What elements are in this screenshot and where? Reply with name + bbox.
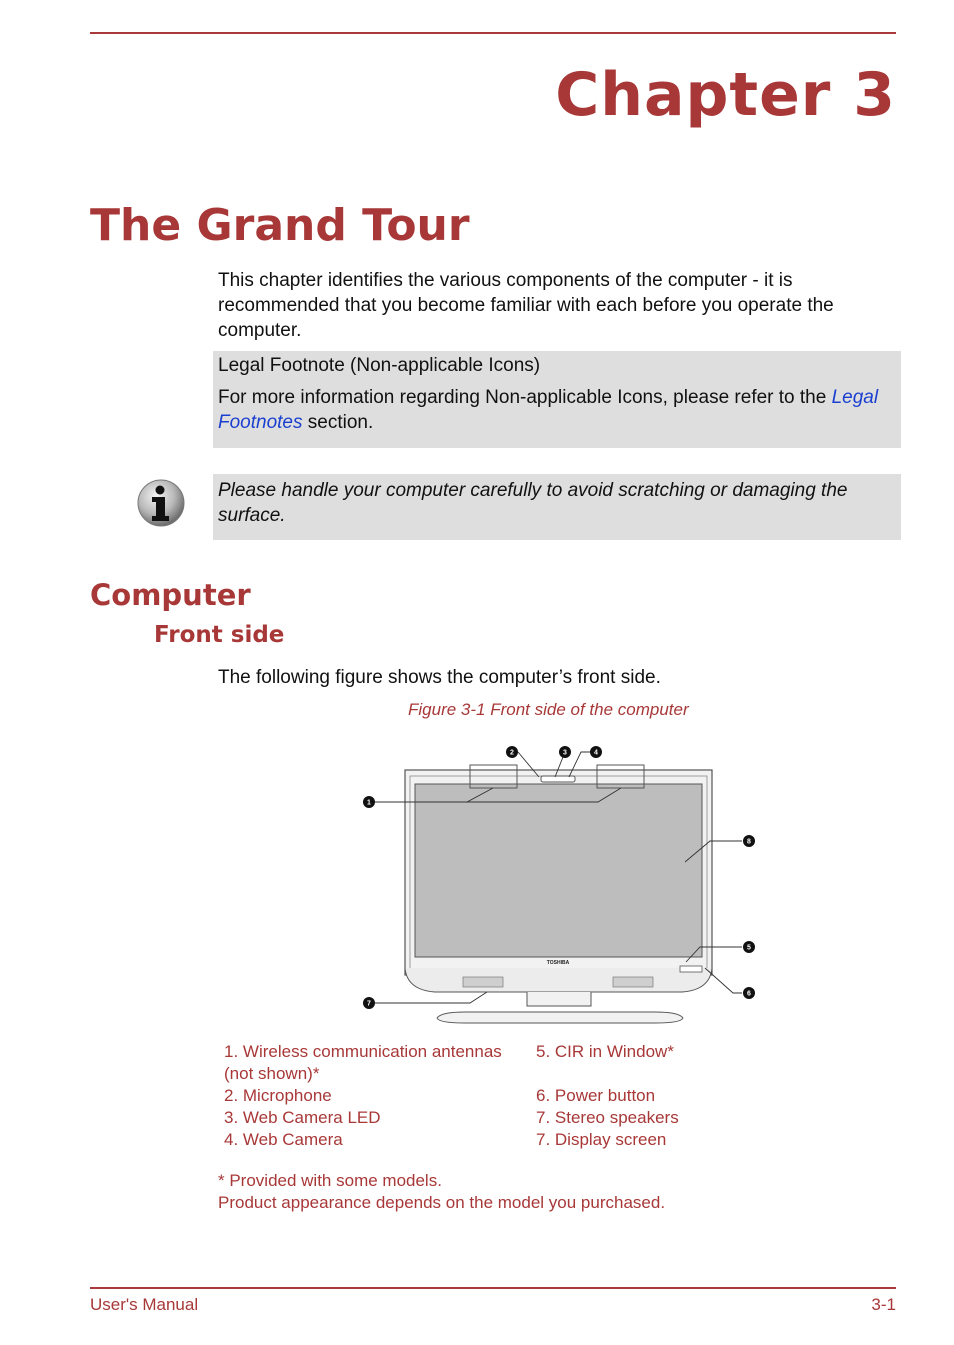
display-screen xyxy=(415,784,702,957)
stand-base xyxy=(437,1012,683,1023)
legend-item: (not shown)* xyxy=(224,1064,320,1083)
callout-3: 3 xyxy=(563,749,567,757)
legend-item: 3. Web Camera LED xyxy=(224,1108,381,1127)
info-icon xyxy=(136,478,186,528)
callout-7: 7 xyxy=(367,1000,371,1008)
legal-footnote-heading: Legal Footnote (Non-applicable Icons) xyxy=(218,355,541,376)
page-title: The Grand Tour xyxy=(90,200,470,251)
note-line: * Provided with some models. xyxy=(218,1171,442,1190)
figure-notes xyxy=(218,1170,665,1214)
legend-item: 5. CIR in Window* xyxy=(536,1042,674,1061)
stand-neck xyxy=(527,992,591,1006)
callout-2: 2 xyxy=(510,749,514,757)
legend-left xyxy=(224,1041,502,1151)
legend-right xyxy=(536,1041,679,1151)
legend-item: 1. Wireless communication antennas xyxy=(224,1042,502,1061)
lead-paragraph: The following figure shows the computer’s front side. xyxy=(218,667,661,688)
legal-footnote-box xyxy=(213,351,901,448)
callout-8: 8 xyxy=(747,838,751,846)
legal-text-after: section. xyxy=(302,412,374,433)
callout-6: 6 xyxy=(747,990,751,998)
legend-item: 2. Microphone xyxy=(224,1086,332,1105)
footer-manual-label: User's Manual xyxy=(90,1295,199,1314)
legend-item xyxy=(536,1063,679,1085)
footer-rule xyxy=(90,1287,896,1289)
brand-logo: TOSHIBA xyxy=(546,960,570,966)
legend-item: 7. Stereo speakers xyxy=(536,1108,679,1127)
intro-paragraph: This chapter identifies the various components of the computer - it is recommended that you become familiar with each before you operate the computer. xyxy=(218,270,834,341)
legend-item: 4. Web Camera xyxy=(224,1130,343,1149)
note-line: Product appearance depends on the model you purchased. xyxy=(218,1193,666,1212)
chapter-label: Chapter 3 xyxy=(555,60,896,130)
power-button xyxy=(680,966,702,972)
legal-footnote-text xyxy=(218,385,888,435)
footer-page-number: 3-1 xyxy=(871,1295,896,1314)
speaker-grill-right xyxy=(613,977,653,987)
figure-caption: Figure 3-1 Front side of the computer xyxy=(408,700,689,719)
speaker-bar xyxy=(405,968,712,992)
legal-text-before: For more information regarding Non-applicable Icons, please refer to the xyxy=(218,387,832,408)
section-title: Computer xyxy=(90,578,251,612)
callout-1: 1 xyxy=(367,799,371,807)
speaker-grill-left xyxy=(463,977,503,987)
caution-note-text: Please handle your computer carefully to avoid scratching or damaging the surface. xyxy=(218,480,848,526)
web-camera-module xyxy=(541,776,575,782)
legal-footnotes-link[interactable]: Legal Footnotes xyxy=(218,387,879,433)
legend-item: 7. Display screen xyxy=(536,1130,667,1149)
callout-5: 5 xyxy=(747,944,751,952)
callout-4: 4 xyxy=(594,749,598,757)
legend-item: 6. Power button xyxy=(536,1086,656,1105)
header-rule xyxy=(90,32,896,34)
subsection-title: Front side xyxy=(154,622,285,648)
caution-note-box xyxy=(213,474,901,540)
computer-front-figure xyxy=(355,740,765,1030)
leader-7 xyxy=(375,992,487,1003)
